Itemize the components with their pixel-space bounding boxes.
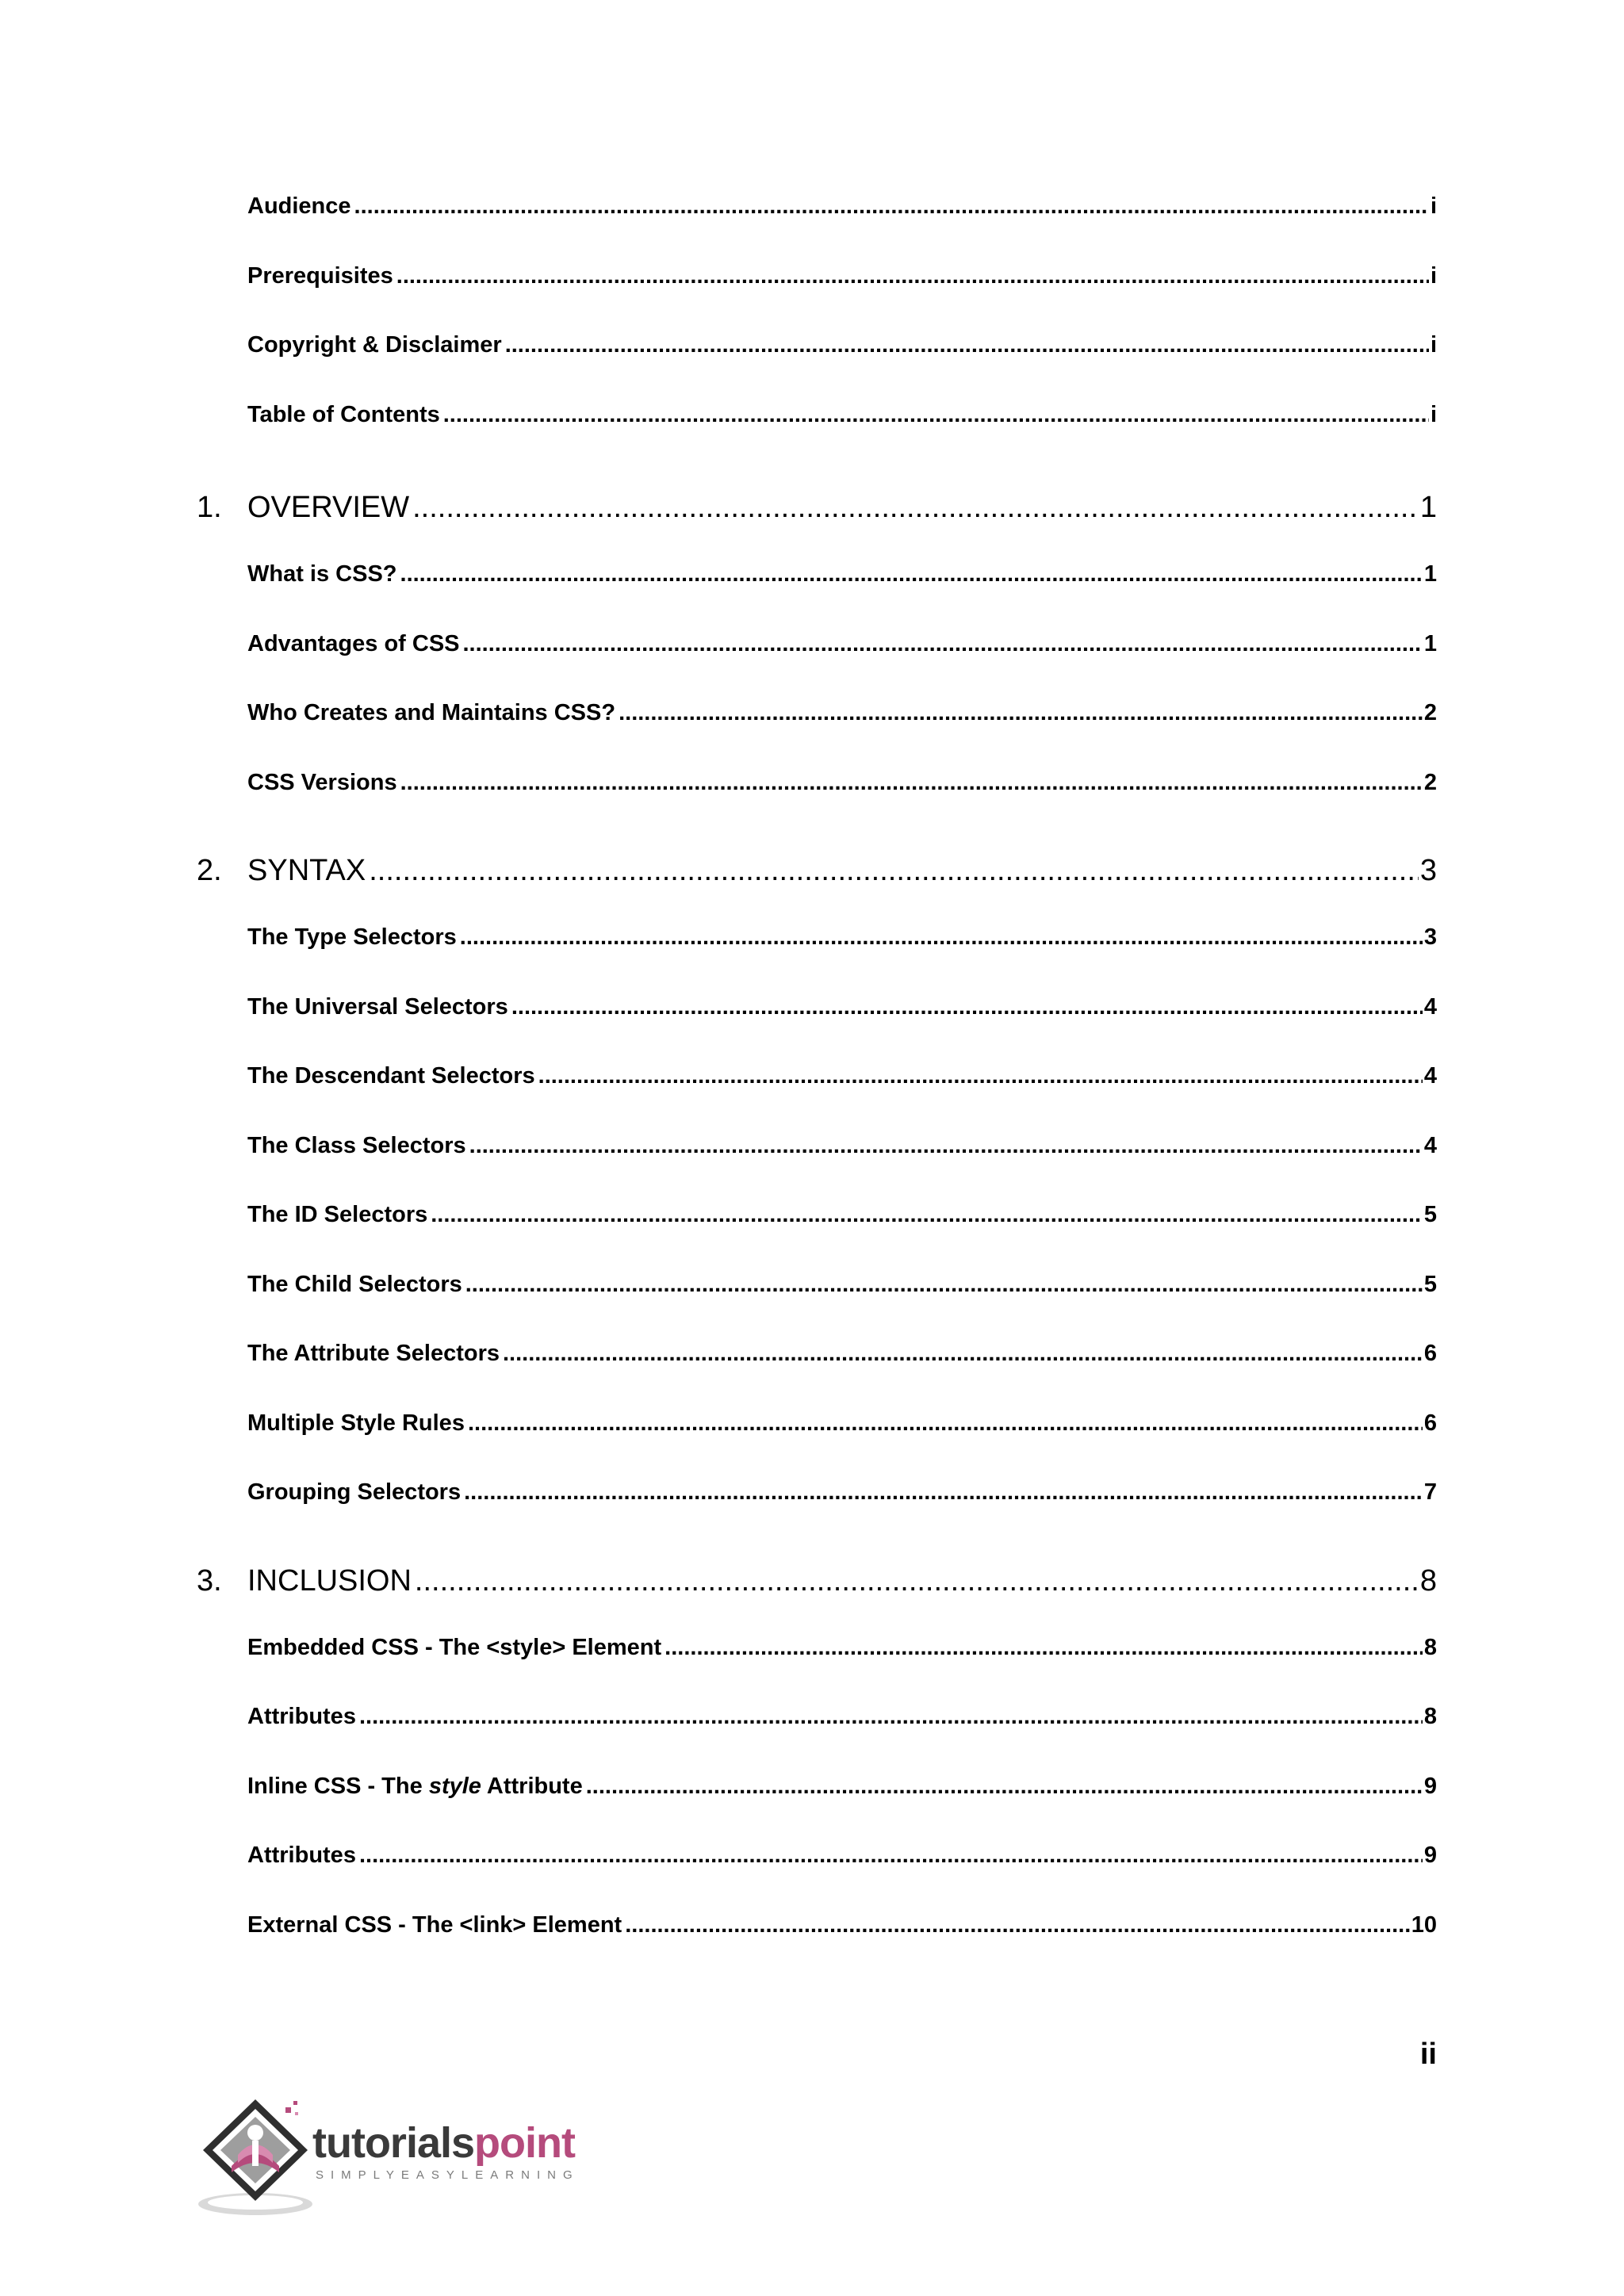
toc-entry-page: i: [1430, 332, 1437, 358]
dot-leader: [503, 1337, 1423, 1369]
toc-entry-page: 2: [1423, 700, 1437, 725]
toc-entry-page: 5: [1423, 1271, 1437, 1297]
dot-leader: [443, 399, 1429, 430]
dot-leader: [400, 558, 1423, 590]
toc-entry-title: Attributes: [247, 1843, 356, 1868]
toc-entry-type-selectors[interactable]: [197, 921, 1437, 991]
tutorialspoint-logo: [197, 2093, 609, 2220]
toc-entry-title: Advantages of CSS: [247, 630, 460, 656]
dot-leader: [463, 628, 1423, 660]
chapter-number: 1.: [197, 491, 222, 524]
toc-entry-css-versions[interactable]: [197, 767, 1437, 836]
dot-leader: [412, 487, 1419, 528]
dot-leader: [625, 1909, 1410, 1941]
toc-entry-title: What is CSS?: [247, 561, 397, 587]
dot-leader: [665, 1632, 1423, 1663]
toc-entry-inline-css[interactable]: [197, 1770, 1437, 1840]
dot-leader: [460, 921, 1423, 953]
dot-leader: [465, 1269, 1423, 1300]
toc-entry-page: 6: [1423, 1410, 1437, 1436]
page-number: ii: [1419, 2038, 1437, 2071]
toc-entry-copyright[interactable]: [197, 329, 1437, 399]
dot-leader: [538, 1060, 1423, 1092]
dot-leader: [586, 1770, 1423, 1802]
toc-entry-page: 5: [1423, 1202, 1437, 1227]
chapter-page: 1: [1419, 491, 1437, 524]
toc-entry-title: Copyright & Disclaimer: [247, 332, 502, 358]
chapter-page: 8: [1419, 1563, 1437, 1598]
toc-entry-page: 9: [1423, 1843, 1437, 1868]
toc-entry-what-is-css[interactable]: [197, 558, 1437, 628]
toc-entry-title: Who Creates and Maintains CSS?: [247, 700, 616, 725]
dot-leader: [415, 1560, 1419, 1601]
toc-entry-title: Attributes: [247, 1704, 356, 1729]
toc-entry-title: The Attribute Selectors: [247, 1341, 500, 1366]
toc-entry-title: External CSS - The <link> Element: [247, 1911, 622, 1938]
toc-entry-title: Table of Contents: [247, 401, 440, 427]
table-of-contents: [197, 190, 1437, 1978]
toc-entry-grouping-selectors[interactable]: [197, 1476, 1437, 1546]
chapter-title: SYNTAX: [247, 854, 366, 887]
toc-entry-page: 4: [1423, 1132, 1437, 1158]
chapter-number: 3.: [197, 1563, 222, 1598]
toc-entry-class-selectors[interactable]: [197, 1130, 1437, 1200]
dot-leader: [359, 1839, 1423, 1871]
toc-entry-page: i: [1430, 401, 1437, 427]
toc-entry-child-selectors[interactable]: [197, 1269, 1437, 1338]
toc-entry-page: 7: [1423, 1479, 1437, 1505]
toc-entry-page: 1: [1423, 630, 1437, 656]
toc-entry-table-of-contents[interactable]: [197, 399, 1437, 469]
toc-entry-title: Embedded CSS - The <style> Element: [247, 1634, 662, 1660]
toc-entry-title: The ID Selectors: [247, 1202, 428, 1227]
toc-entry-audience[interactable]: [197, 190, 1437, 260]
toc-chapter-overview[interactable]: [197, 473, 1437, 558]
dot-leader: [396, 260, 1429, 292]
toc-entry-title: The Child Selectors: [247, 1271, 462, 1297]
toc-entry-page: 9: [1423, 1773, 1437, 1799]
toc-entry-title: Prerequisites: [247, 262, 393, 289]
dot-leader: [369, 850, 1419, 891]
dot-leader: [619, 697, 1423, 729]
tutorialspoint-diamond-logo-icon: [197, 2093, 316, 2220]
toc-entry-page: 4: [1423, 1063, 1437, 1089]
toc-entry-title: Multiple Style Rules: [247, 1410, 465, 1436]
toc-entry-page: 10: [1411, 1911, 1437, 1938]
toc-entry-page: 4: [1423, 993, 1437, 1020]
toc-entry-page: 2: [1423, 769, 1437, 795]
toc-entry-title: The Descendant Selectors: [247, 1063, 535, 1089]
toc-entry-page: 8: [1423, 1634, 1437, 1660]
toc-entry-page: 3: [1423, 924, 1437, 950]
dot-leader: [505, 329, 1429, 361]
toc-entry-who-creates-css[interactable]: [197, 697, 1437, 767]
toc-entry-descendant-selectors[interactable]: [197, 1060, 1437, 1130]
toc-entry-page: i: [1430, 262, 1437, 289]
toc-entry-title-suffix: Attribute: [481, 1773, 583, 1799]
toc-entry-multiple-style-rules[interactable]: [197, 1407, 1437, 1477]
toc-entry-title: The Universal Selectors: [247, 993, 508, 1020]
toc-entry-title: [247, 1770, 586, 1802]
toc-chapter-syntax[interactable]: [197, 836, 1437, 921]
toc-entry-page: i: [1430, 193, 1437, 219]
toc-entry-title: The Type Selectors: [247, 924, 457, 950]
logo-wordmark-part1: tutorials: [312, 2119, 475, 2167]
toc-entry-universal-selectors[interactable]: [197, 991, 1437, 1061]
toc-entry-title-italic: style: [428, 1773, 481, 1799]
toc-entry-title: The Class Selectors: [247, 1132, 466, 1158]
logo-wordmark-part2: point: [474, 2119, 575, 2167]
dot-leader: [468, 1407, 1423, 1439]
toc-entry-page: 8: [1423, 1704, 1437, 1729]
toc-entry-page: 6: [1423, 1341, 1437, 1366]
toc-entry-title-prefix: Inline CSS - The: [247, 1773, 429, 1799]
toc-entry-external-css[interactable]: [197, 1909, 1437, 1979]
toc-entry-title: Audience: [247, 193, 351, 219]
dot-leader: [464, 1476, 1423, 1508]
toc-chapter-inclusion[interactable]: [197, 1546, 1437, 1632]
logo-tagline: SIMPLYEASYLEARNING: [316, 2168, 580, 2182]
toc-entry-attributes-embedded[interactable]: [197, 1701, 1437, 1770]
dot-leader: [400, 767, 1423, 798]
dot-leader: [359, 1701, 1423, 1732]
toc-entry-title: CSS Versions: [247, 769, 397, 795]
dot-leader: [511, 991, 1423, 1023]
toc-entry-advantages-of-css[interactable]: [197, 628, 1437, 698]
logo-wordmark: [312, 2119, 575, 2167]
dot-leader: [469, 1130, 1423, 1161]
toc-entry-attributes-inline[interactable]: [197, 1839, 1437, 1909]
toc-entry-page: 1: [1423, 561, 1437, 587]
chapter-title: OVERVIEW: [247, 491, 410, 524]
chapter-title: INCLUSION: [247, 1563, 412, 1598]
toc-entry-id-selectors[interactable]: [197, 1199, 1437, 1269]
chapter-page: 3: [1419, 854, 1437, 887]
chapter-number: 2.: [197, 854, 222, 887]
dot-leader: [431, 1199, 1423, 1230]
toc-entry-embedded-css[interactable]: [197, 1632, 1437, 1701]
toc-entry-title: Grouping Selectors: [247, 1479, 462, 1505]
toc-entry-attribute-selectors[interactable]: [197, 1337, 1437, 1407]
dot-leader: [354, 190, 1429, 222]
toc-entry-prerequisites[interactable]: [197, 260, 1437, 330]
